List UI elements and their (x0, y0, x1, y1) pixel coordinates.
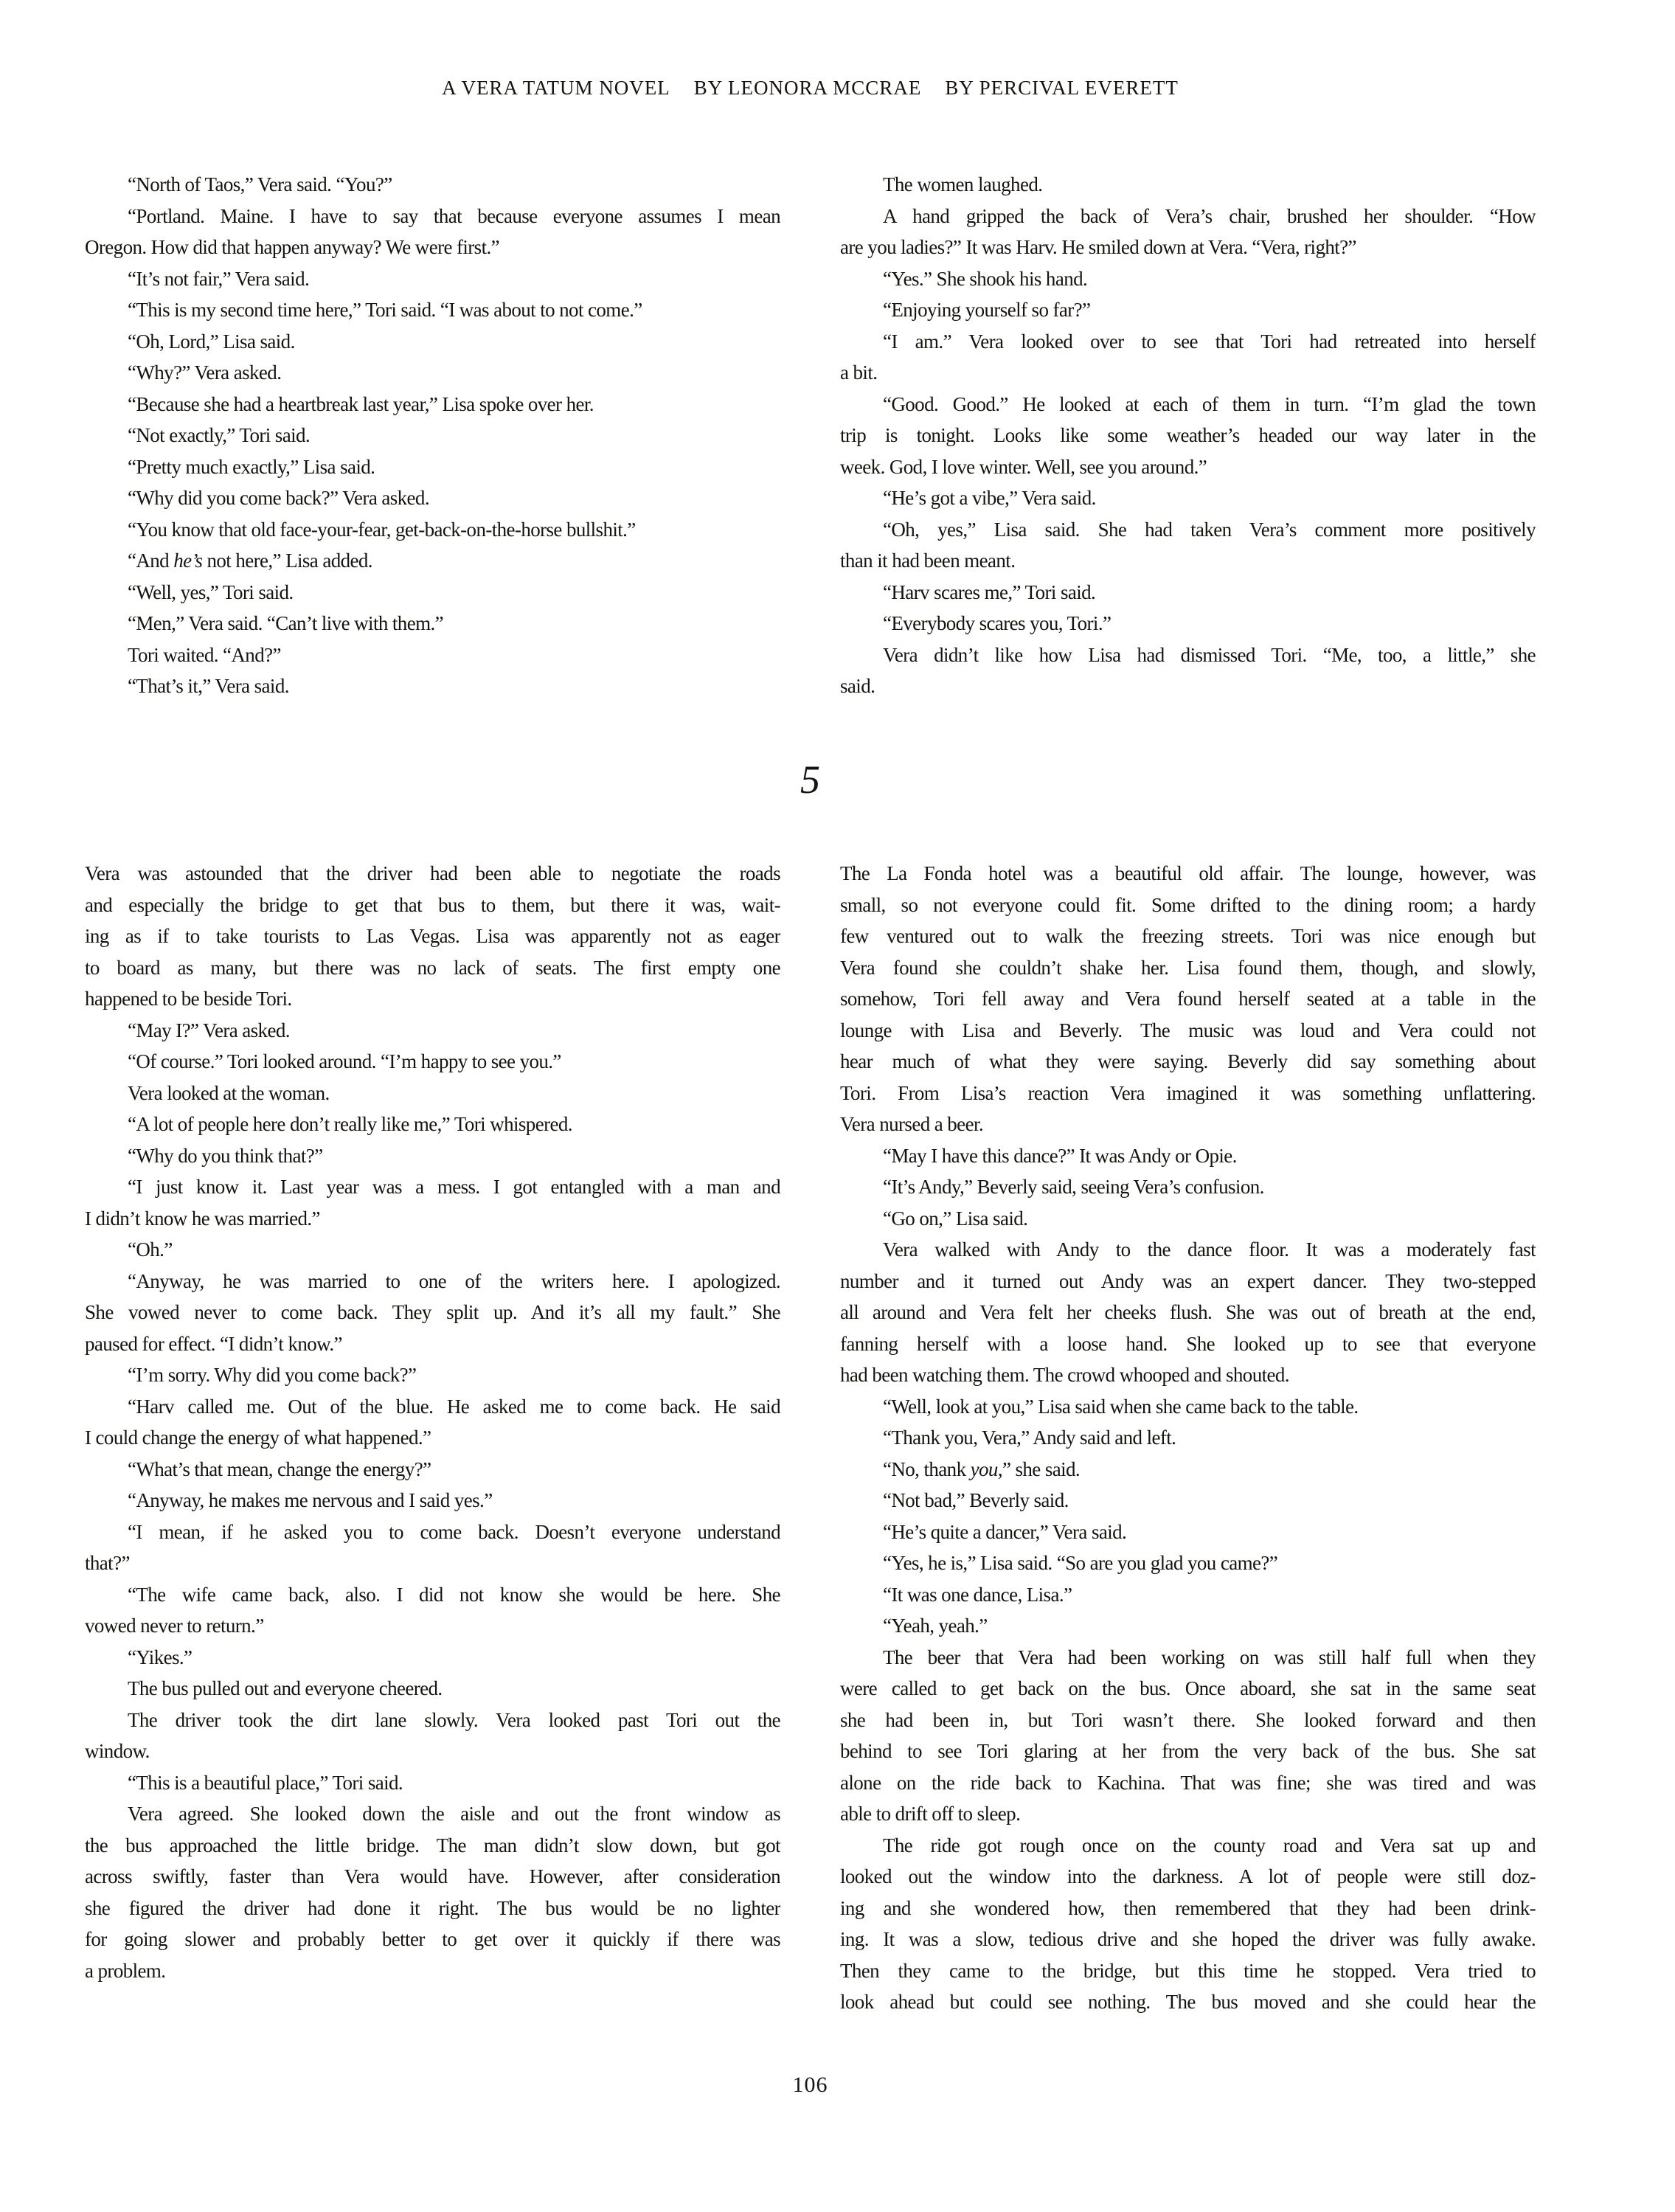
dialogue-section (85, 169, 1536, 702)
text-segment: ,” she said. (997, 1457, 1081, 1480)
text-line: “Of course.” Tori looked around. “I’m happy to see you.” (128, 1050, 561, 1072)
text-line: she had been in, but Tori wasn’t there. She looked forward and then (840, 1708, 1536, 1731)
text-line: week. God, I love winter. Well, see you around.” (840, 455, 1207, 478)
text-line: “Why did you come back?” Vera asked. (128, 487, 429, 509)
text-line: “I’m sorry. Why did you come back?” (128, 1364, 417, 1386)
text-line: fanning herself with a loose hand. She looked up to see that everyone (840, 1332, 1536, 1355)
text-line: Vera nursed a beer. (840, 1113, 984, 1135)
text-line: “Thank you, Vera,” Andy said and left. (883, 1426, 1176, 1449)
text-line: “Because she had a heartbreak last year,” Lisa spoke over her. (128, 392, 594, 415)
text-segment: “And (128, 549, 174, 572)
text-line: Vera was astounded that the driver had been able to negotiate the roads (85, 862, 780, 884)
text-line: window. (85, 1740, 150, 1762)
text-line: trip is tonight. Looks like some weather’s headed our way later in the (840, 424, 1536, 446)
text-line: “Yes, he is,” Lisa said. “So are you glad you came?” (883, 1552, 1278, 1574)
text-line: said. (840, 675, 875, 697)
text-line: “North of Taos,” Vera said. “You?” (128, 173, 392, 195)
left-column (85, 858, 780, 2018)
text-line: “Good. Good.” He looked at each of them in turn. “I’m glad the town (883, 392, 1536, 415)
text-line: “He’s quite a dancer,” Vera said. (883, 1520, 1127, 1543)
chapter-number: 5 (800, 757, 820, 802)
text-line: “Oh, yes,” Lisa said. She had taken Vera’s comment more positively (883, 518, 1536, 541)
text-line: vowed never to return.” (85, 1615, 264, 1637)
text-line: all around and Vera felt her cheeks flush. She was out of breath at the end, (840, 1301, 1536, 1323)
text-line: for going slower and probably better to get over it quickly if there was (85, 1928, 780, 1950)
text-line: Tori. From Lisa’s reaction Vera imagined it was something unflattering. (840, 1081, 1536, 1104)
text-line: were called to get back on the bus. Once aboard, she sat in the same seat (840, 1677, 1536, 1699)
text-line: “Well, look at you,” Lisa said when she came back to the table. (883, 1395, 1359, 1418)
text-line: “It was one dance, Lisa.” (883, 1583, 1072, 1606)
text-line: “What’s that mean, change the energy?” (128, 1457, 431, 1480)
right-column (840, 169, 1536, 702)
text-line: “Not exactly,” Tori said. (128, 424, 311, 446)
text-line: a bit. (840, 361, 878, 384)
text-line: “May I?” Vera asked. (128, 1019, 290, 1041)
text-line: “Enjoying yourself so far?” (883, 299, 1091, 321)
text-line: “Harv scares me,” Tori said. (883, 580, 1096, 603)
text-line: “May I have this dance?” It was Andy or Opie. (883, 1144, 1237, 1167)
text-line: “I mean, if he asked you to come back. Doesn’t everyone understand (128, 1520, 780, 1543)
text-line: “It’s Andy,” Beverly said, seeing Vera’s confusion. (883, 1176, 1264, 1198)
text-line: looked out the window into the darkness. A lot of people were still doz- (840, 1865, 1536, 1887)
text-line: “Why?” Vera asked. (128, 361, 282, 384)
text-line: able to drift off to sleep. (840, 1803, 1021, 1825)
text-line: lounge with Lisa and Beverly. The music was loud and Vera could not (840, 1019, 1536, 1041)
text-line: and especially the bridge to get that bus to them, but there it was, wait- (85, 893, 780, 916)
page-number: 106 (792, 2073, 828, 2097)
text-line: across swiftly, faster than Vera would have. However, after consideration (85, 1865, 780, 1887)
text-segment: not here,” Lisa added. (202, 549, 372, 572)
text-line: ing and she wondered how, then remembered that they had been drink- (840, 1896, 1536, 1919)
text-line: Oregon. How did that happen anyway? We were first.” (85, 236, 500, 258)
italic-text: he’s (173, 549, 203, 572)
text-line: “Pretty much exactly,” Lisa said. (128, 455, 375, 478)
text-line: Then they came to the bridge, but this time he stopped. Vera tried to (840, 1959, 1536, 1982)
text-line: She vowed never to come back. They split up. And it’s all my fault.” She (85, 1301, 780, 1323)
text-line: The women laughed. (883, 173, 1043, 195)
text-line: The ride got rough once on the county road and Vera sat up and (883, 1834, 1536, 1856)
text-line: ing as if to take tourists to Las Vegas. Lisa was apparently not as eager (85, 925, 780, 947)
text-line: Vera agreed. She looked down the aisle and out the front window as (128, 1803, 780, 1825)
text-line: Vera looked at the woman. (128, 1081, 330, 1104)
text-line: The driver took the dirt lane slowly. Vera looked past Tori out the (128, 1708, 780, 1731)
text-line: The bus pulled out and everyone cheered. (128, 1677, 443, 1699)
text-line: somehow, Tori fell away and Vera found herself seated at a table in the (840, 988, 1536, 1010)
text-line: are you ladies?” It was Harv. He smiled down at Vera. “Vera, right?” (840, 236, 1356, 258)
text-line: to board as many, but there was no lack of seats. The first empty one (85, 956, 780, 979)
text-line: “I just know it. Last year was a mess. I got entangled with a man and (128, 1176, 780, 1198)
text-line: happened to be beside Tori. (85, 988, 292, 1010)
text-line: “Go on,” Lisa said. (883, 1207, 1028, 1230)
text-line: than it had been meant. (840, 549, 1016, 572)
text-line: “The wife came back, also. I did not know she would be here. She (128, 1583, 780, 1606)
text-line: Vera didn’t like how Lisa had dismissed Tori. “Me, too, a little,” she (883, 643, 1536, 666)
text-line: “This is my second time here,” Tori said. “I was about to not come.” (128, 299, 642, 321)
text-line: that?” (85, 1552, 130, 1574)
right-column (840, 858, 1536, 2018)
text-line: “This is a beautiful place,” Tori said. (128, 1771, 403, 1794)
text-line: Vera walked with Andy to the dance floor. It was a moderately fast (883, 1238, 1536, 1261)
text-line: “Oh.” (128, 1238, 173, 1261)
text-line: alone on the ride back to Kachina. That was fine; she was tired and was (840, 1771, 1536, 1794)
text-line: “Harv called me. Out of the blue. He asked me to come back. He said (128, 1395, 780, 1418)
text-line: “Everybody scares you, Tori.” (883, 612, 1112, 634)
text-line: “Anyway, he makes me nervous and I said yes.” (128, 1489, 493, 1511)
text-line: ing. It was a slow, tedious drive and she hoped the driver was fully awake. (840, 1928, 1536, 1950)
text-line: “It’s not fair,” Vera said. (128, 267, 310, 290)
text-line (85, 545, 780, 577)
text-line: “I am.” Vera looked over to see that Tori had retreated into herself (883, 330, 1536, 353)
text-line: had been watching them. The crowd whooped and shouted. (840, 1364, 1289, 1386)
text-line: “You know that old face-your-fear, get-back-on-the-horse bullshit.” (128, 518, 636, 541)
text-line: “Men,” Vera said. “Can’t live with them.” (128, 612, 444, 634)
text-line: “Well, yes,” Tori said. (128, 580, 294, 603)
text-line: “Yikes.” (128, 1646, 193, 1668)
text-line: behind to see Tori glaring at her from the very back of the bus. She sat (840, 1740, 1536, 1762)
text-line: “Not bad,” Beverly said. (883, 1489, 1069, 1511)
text-line: “Oh, Lord,” Lisa said. (128, 330, 295, 353)
header-character-byline: BY LEONORA MCCRAE (693, 77, 922, 99)
text-line: I didn’t know he was married.” (85, 1207, 320, 1230)
text-line: The beer that Vera had been working on was still half full when they (883, 1646, 1536, 1668)
text-line: she figured the driver had done it right. The bus would be no lighter (85, 1896, 780, 1919)
text-line: “Anyway, he was married to one of the writers here. I apologized. (128, 1269, 780, 1292)
text-line: I could change the energy of what happened.” (85, 1426, 431, 1449)
left-column (85, 169, 780, 702)
text-line: few ventured out to walk the freezing streets. Tori was nice enough but (840, 925, 1536, 947)
text-line: “He’s got a vibe,” Vera said. (883, 487, 1096, 509)
text-line: paused for effect. “I didn’t know.” (85, 1332, 342, 1355)
text-line: number and it turned out Andy was an expert dancer. They two-stepped (840, 1269, 1536, 1292)
header-series-title: A VERA TATUM NOVEL (442, 77, 670, 99)
italic-text: you (970, 1457, 998, 1480)
text-line: “Yeah, yeah.” (883, 1615, 988, 1637)
text-line: a problem. (85, 1959, 166, 1982)
text-line: A hand gripped the back of Vera’s chair, brushed her shoulder. “How (883, 204, 1536, 227)
text-line: The La Fonda hotel was a beautiful old affair. The lounge, however, was (840, 862, 1536, 884)
text-line: the bus approached the little bridge. The man didn’t slow down, but got (85, 1834, 780, 1856)
text-line: Vera found she couldn’t shake her. Lisa found them, though, and slowly, (840, 956, 1536, 979)
text-line (840, 1454, 1536, 1485)
header-author-byline: BY PERCIVAL EVERETT (945, 77, 1179, 99)
text-line: “A lot of people here don’t really like me,” Tori whispered. (128, 1113, 572, 1135)
text-line: look ahead but could see nothing. The bus moved and she could hear the (840, 1991, 1536, 2013)
text-line: “Portland. Maine. I have to say that because everyone assumes I mean (128, 204, 780, 227)
text-segment: “No, thank (883, 1457, 971, 1480)
text-line: “Yes.” She shook his hand. (883, 267, 1088, 290)
text-line: small, so not everyone could fit. Some drifted to the dining room; a hardy (840, 893, 1536, 916)
text-line: Tori waited. “And?” (128, 643, 281, 666)
text-line: “Why do you think that?” (128, 1144, 323, 1167)
text-line: “That’s it,” Vera said. (128, 675, 289, 697)
text-line: hear much of what they were saying. Beverly did say something about (840, 1050, 1536, 1072)
chapter-body-section (85, 858, 1536, 2018)
running-header (85, 77, 1536, 100)
